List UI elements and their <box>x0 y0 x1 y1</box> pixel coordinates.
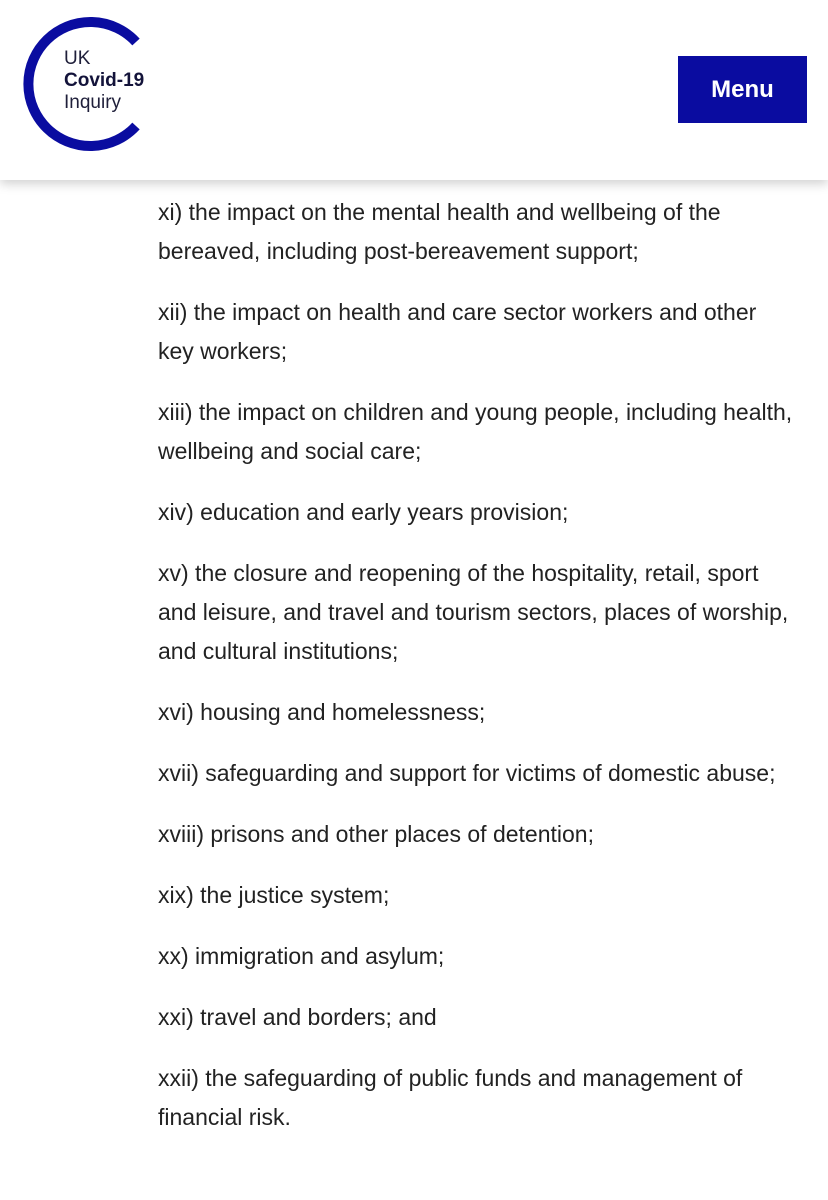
list-item: xi) the impact on the mental health and wellbeing of the bereaved, including post-bereavement support; <box>158 199 721 264</box>
list-item: xix) the justice system; <box>158 882 390 908</box>
list-item: xx) immigration and asylum; <box>158 943 445 969</box>
list-item: xviii) prisons and other places of detention; <box>158 821 594 847</box>
terms-of-reference-list <box>158 193 798 1159</box>
list-item: xxi) travel and borders; and <box>158 1004 437 1030</box>
list-item: xiv) education and early years provision; <box>158 499 569 525</box>
logo-line-uk: UK <box>64 48 91 69</box>
list-item: xiii) the impact on children and young people, including health, wellbeing and social care; <box>158 399 793 464</box>
uk-covid-19-inquiry-logo[interactable] <box>18 16 168 156</box>
list-item: xvii) safeguarding and support for victims of domestic abuse; <box>158 760 776 786</box>
site-header <box>0 0 828 180</box>
list-item: xvi) housing and homelessness; <box>158 699 486 725</box>
list-item: xv) the closure and reopening of the hospitality, retail, sport and leisure, and travel and tourism sectors, places of worship, and cultural institutions; <box>158 560 789 664</box>
logo-text <box>64 48 144 114</box>
logo-line-inquiry: Inquiry <box>64 92 122 113</box>
list-item: xxii) the safeguarding of public funds and management of financial risk. <box>158 1065 743 1130</box>
list-item: xii) the impact on health and care sector workers and other key workers; <box>158 299 757 364</box>
menu-button[interactable]: Menu <box>678 56 807 123</box>
logo-line-covid: Covid-19 <box>64 70 145 91</box>
